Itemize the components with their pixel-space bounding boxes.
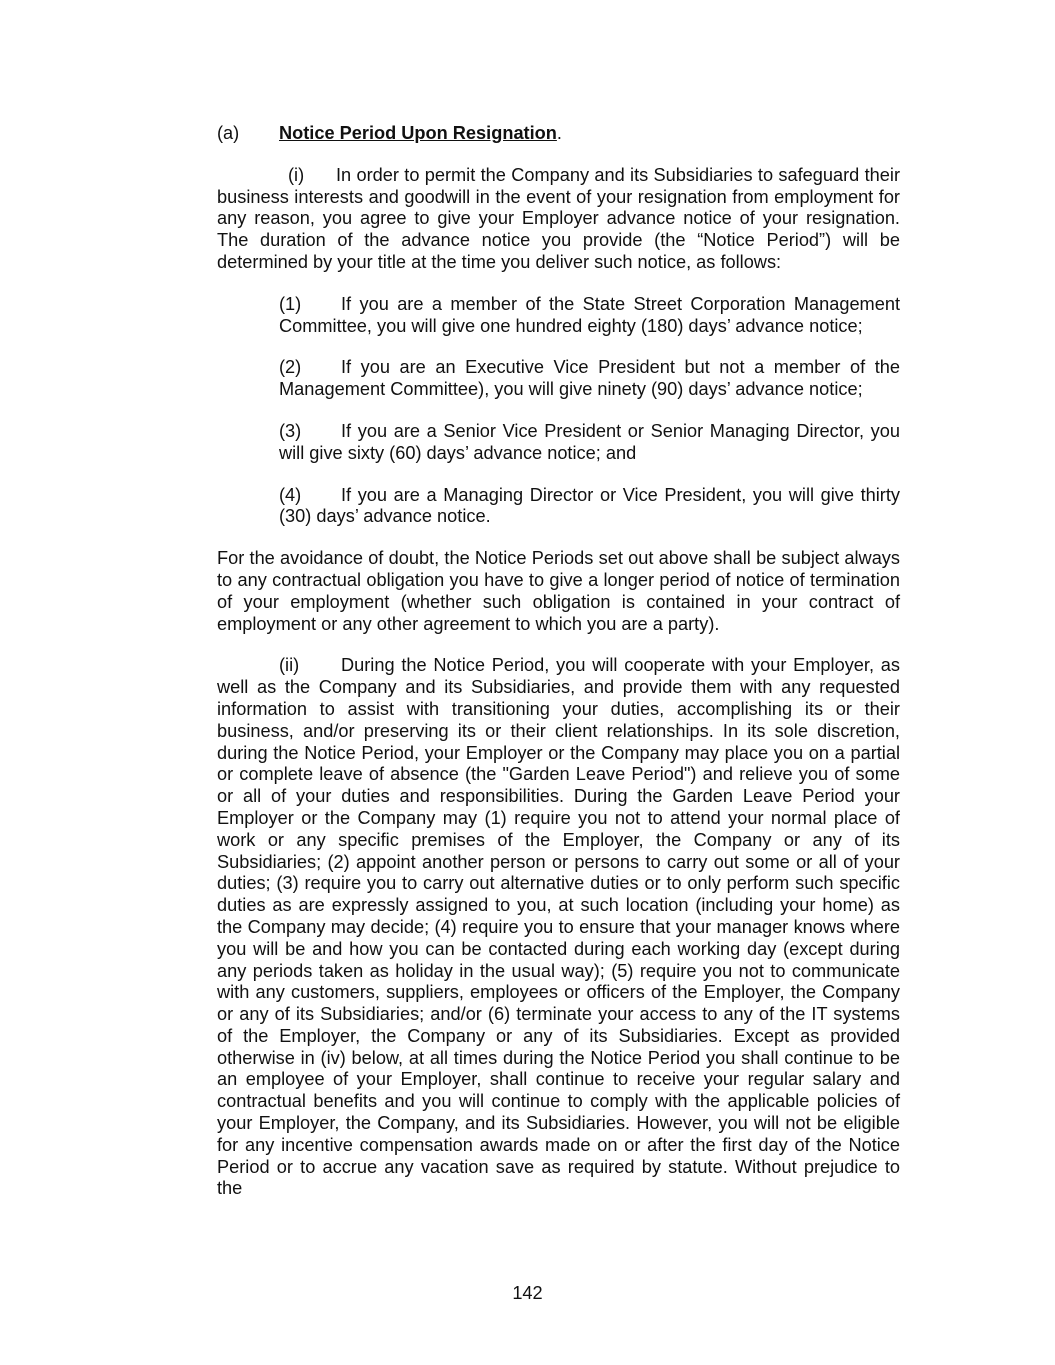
list-item-text: If you are a Senior Vice President or Senior Managing Director, you will give sixty (60) days’ advance notice; and	[279, 420, 900, 463]
paragraph-ii-text: During the Notice Period, you will cooperate with your Employer, as well as the Company and its Subsidiaries, and provide them with any requested information to assist with transitioning your duties, accomplishing its or their business, and/or preserving its or their client relationships. In its sole discretion, during the Notice Period, your Employer or the Company may place you on a partial or complete leave of absence (the "Garden Leave Period") and relieve you of some or all of your duties and responsibilities. During the Garden Leave Period your Employer or the Company may (1) require you not to attend your normal place of work or any specific premises of the Employer, the Company or any of its Subsidiaries; (2) appoint another person or persons to carry out some or all of your duties; (3) require you to carry out alternative duties or to only perform such specific duties as are expressly assigned to you, at such location (including your home) as the Company may decide; (4) require you to ensure that your manager knows where you will be and how you can be contacted during each working day (except during any periods taken as holiday in the usual way); (5) require you not to communicate with any customers, suppliers, employees or officers of the Employer, the Company or any of its Subsidiaries; and/or (6) terminate your access to any of the IT systems of the Employer, the Company or any of its Subsidiaries. Except as provided otherwise in (iv) below, at all times during the Notice Period you shall continue to be an employee of your Employer, shall continue to receive your regular salary and contractual benefits and you will continue to comply with the applicable policies of your Employer, the Company, and its Subsidiaries. However, you will not be eligible for any incentive compensation awards made on or after the first day of the Notice Period or to accrue any vacation save as required by statute. Without prejudice to the	[217, 655, 900, 1199]
list-item-text: If you are a member of the State Street Corporation Management Committee, you will give one hundred eighty (180) days’ advance notice;	[279, 293, 900, 336]
paragraph-i-marker: (i)	[288, 164, 305, 185]
document-page	[217, 123, 900, 1200]
paragraph-ii-marker: (ii)	[279, 655, 300, 676]
section-number: (a)	[217, 123, 240, 143]
list-item	[279, 294, 900, 338]
paragraph-ii	[217, 655, 900, 1200]
section-title: Notice Period Upon Resignation	[279, 123, 557, 143]
section-title-suffix: .	[556, 123, 562, 143]
avoidance-paragraph: For the avoidance of doubt, the Notice Periods set out above shall be subject always to any contractual obligation you have to give a longer period of notice of termination of your employment (whether such obligation is contained in your contract of employment or any other agreement to which you are a party).	[217, 548, 900, 634]
paragraph-i-text: In order to permit the Company and its Subsidiaries to safeguard their business interests and goodwill in the event of your resignation from employment for any reason, you agree to give your Employer advance notice of your resignation. The duration of the advance notice you provide (the “Notice Period”) will be determined by your title at the time you deliver such notice, as follows:	[217, 164, 900, 272]
paragraph-i	[217, 165, 900, 274]
list-item-marker: (1)	[279, 293, 302, 314]
list-item-text: If you are a Managing Director or Vice President, you will give thirty (30) days’ advance notice.	[279, 484, 900, 527]
list-item-marker: (2)	[279, 357, 302, 378]
list-item-text: If you are an Executive Vice President but not a member of the Management Committee), you will give ninety (90) days’ advance notice;	[279, 357, 900, 400]
page-number: 142	[512, 1283, 543, 1303]
list-item	[279, 357, 900, 401]
list-item	[279, 421, 900, 465]
list-item-marker: (3)	[279, 420, 302, 441]
list-item-marker: (4)	[279, 484, 302, 505]
section-heading	[217, 123, 900, 145]
list-item	[279, 485, 900, 529]
